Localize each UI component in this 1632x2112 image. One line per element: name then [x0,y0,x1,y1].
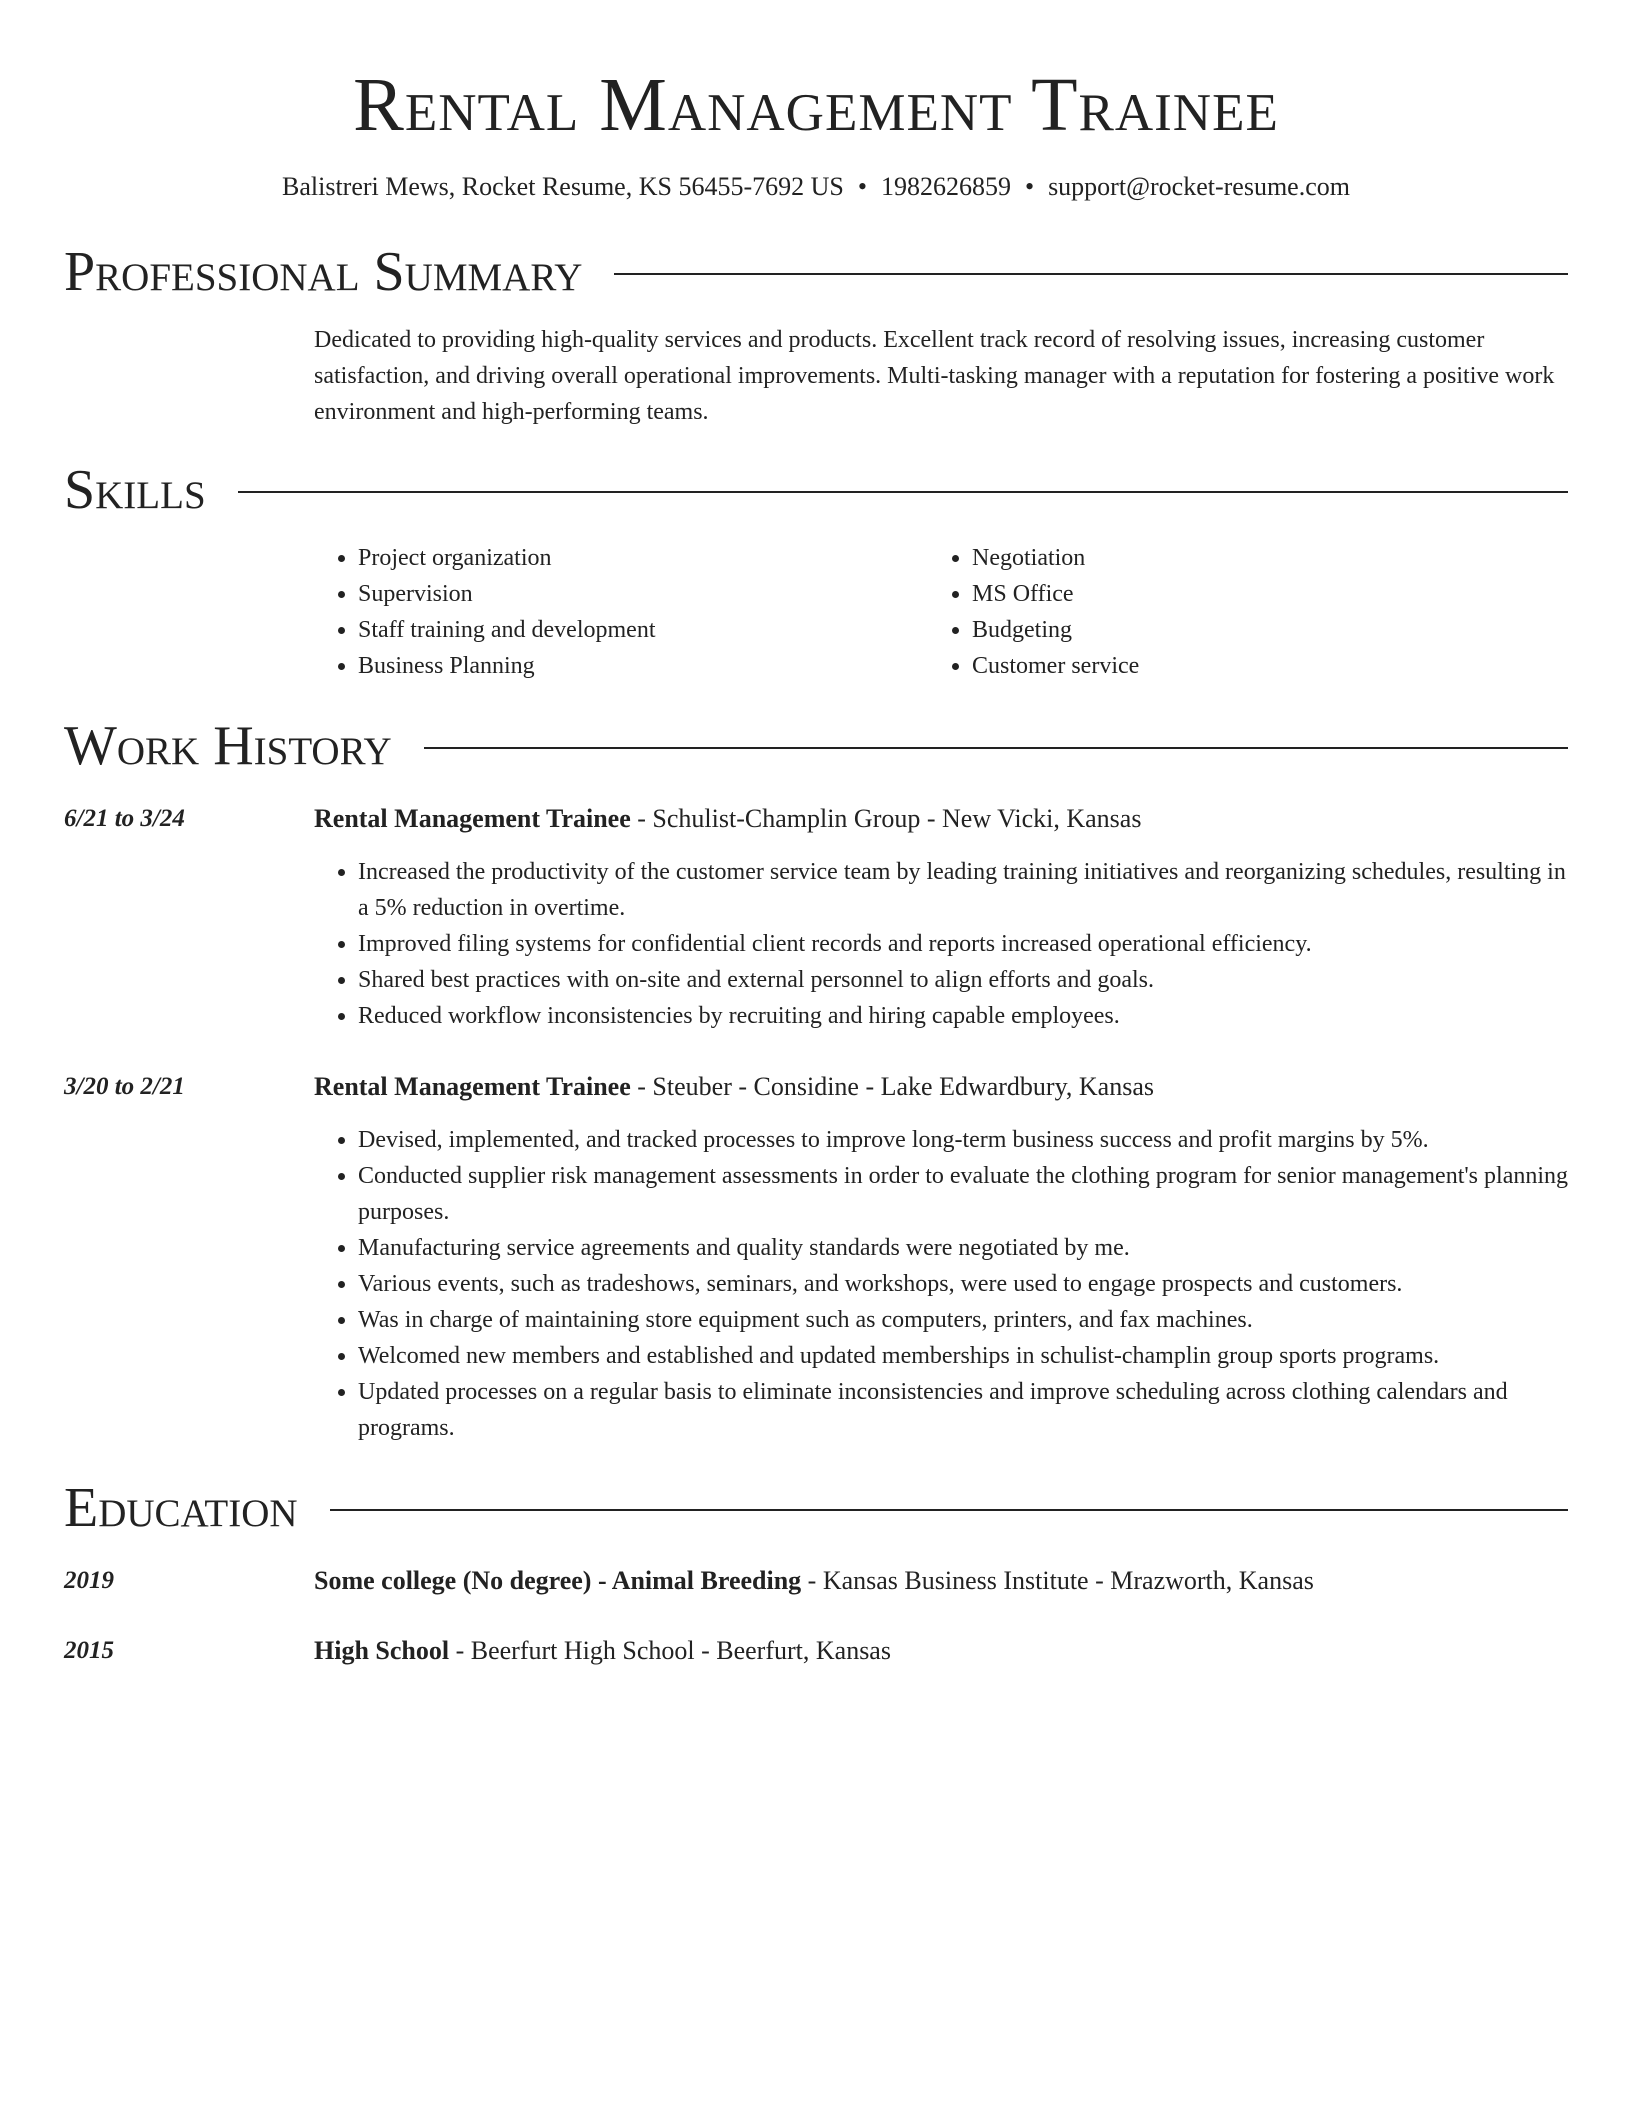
education-details: - Beerfurt High School - Beerfurt, Kansas [449,1636,891,1665]
section-divider [330,1509,1568,1511]
job-entry [64,1068,1568,1446]
skill-item: • Budgeting [972,612,1139,648]
job-bullet: • Reduced workflow inconsistencies by recruiting and hiring capable employees. [358,998,1568,1034]
education-section-header [64,1476,1568,1540]
job-dates: 3/20 to 2/21 [64,1073,185,1100]
skill-item: • Negotiation [972,540,1139,576]
contact-address: Balistreri Mews, Rocket Resume, KS 56455-7692 US [282,172,844,201]
summary-heading: Professional Summary [64,241,583,303]
skill-item: • Staff training and development [358,612,928,648]
job-details: - Schulist-Champlin Group - New Vicki, Kansas [630,804,1142,833]
skill-item: • Supervision [358,576,928,612]
work-section-header [64,714,1568,778]
work-heading: Work History [64,715,392,777]
job-bullets [314,1122,1568,1446]
job-bullet: • Various events, such as tradeshows, seminars, and workshops, were used to engage prospects and customers. [358,1266,1568,1302]
education-heading: Education [64,1477,298,1539]
job-bullet: • Welcomed new members and established and updated memberships in schulist-champlin group sports programs. [358,1338,1568,1374]
job-title: Rental Management Trainee [314,1072,631,1101]
education-details: - Kansas Business Institute - Mrazworth, Kansas [801,1566,1314,1595]
contact-separator: • [1024,172,1035,201]
job-bullet: • Increased the productivity of the customer service team by leading training initiatives and reorganizing schedules, resulting in a 5% reduction in overtime. [358,854,1568,926]
education-body [314,1632,1568,1670]
education-entry [64,1632,1568,1670]
section-divider [424,747,1568,749]
job-bullet: • Conducted supplier risk management assessments in order to evaluate the clothing program for senior management's planning purposes. [358,1158,1568,1230]
skill-item: • Business Planning [358,648,928,684]
job-title: Rental Management Trainee [314,804,631,833]
contact-phone: 1982626859 [880,172,1011,201]
contact-line [64,170,1568,204]
contact-email: support@rocket-resume.com [1048,172,1350,201]
resume-title: Rental Management Trainee [353,63,1279,147]
job-bullet: • Devised, implemented, and tracked processes to improve long-term business success and profit margins by 5%. [358,1122,1568,1158]
skills-column-left [314,540,928,684]
skill-item: • MS Office [972,576,1139,612]
summary-text: Dedicated to providing high-quality services and products. Excellent track record of resolving issues, increasing customer satisfaction, and driving overall operational improvements. Multi-tasking manager with a reputation for fostering a positive work environment and high-performing teams. [314,327,1555,425]
education-degree: Some college (No degree) - Animal Breeding [314,1566,802,1595]
job-bullet: • Shared best practices with on-site and external personnel to align efforts and goals. [358,962,1568,998]
job-bullets [314,854,1568,1034]
job-body [314,1068,1568,1446]
education-degree: High School [314,1636,450,1665]
skills-heading: Skills [64,459,206,521]
education-year: 2019 [64,1567,114,1594]
job-bullet: • Manufacturing service agreements and quality standards were negotiated by me. [358,1230,1568,1266]
job-bullet: • Improved filing systems for confidential client records and reports increased operational efficiency. [358,926,1568,962]
education-entry [64,1562,1568,1600]
job-details: - Steuber - Considine - Lake Edwardbury, Kansas [630,1072,1154,1101]
skill-item: • Customer service [972,648,1139,684]
skills-section-header [64,458,1568,522]
job-title-line [314,1068,1568,1106]
job-title-line [314,800,1568,838]
education-line [314,1632,1568,1670]
job-bullet: • Updated processes on a regular basis to eliminate inconsistencies and improve scheduling across clothing calendars and programs. [358,1374,1568,1446]
job-dates: 6/21 to 3/24 [64,805,185,832]
contact-separator: • [857,172,867,201]
summary-section-header [64,240,1568,304]
job-entry [64,800,1568,1034]
skill-item: • Project organization [358,540,928,576]
job-body [314,800,1568,1034]
job-bullet: • Was in charge of maintaining store equipment such as computers, printers, and fax machines. [358,1302,1568,1338]
education-line [314,1562,1568,1600]
skills-column-right [928,540,1139,684]
section-divider [238,491,1568,493]
skills-list [314,540,1568,684]
section-divider [614,273,1568,275]
education-year: 2015 [64,1637,114,1664]
education-body [314,1562,1568,1600]
